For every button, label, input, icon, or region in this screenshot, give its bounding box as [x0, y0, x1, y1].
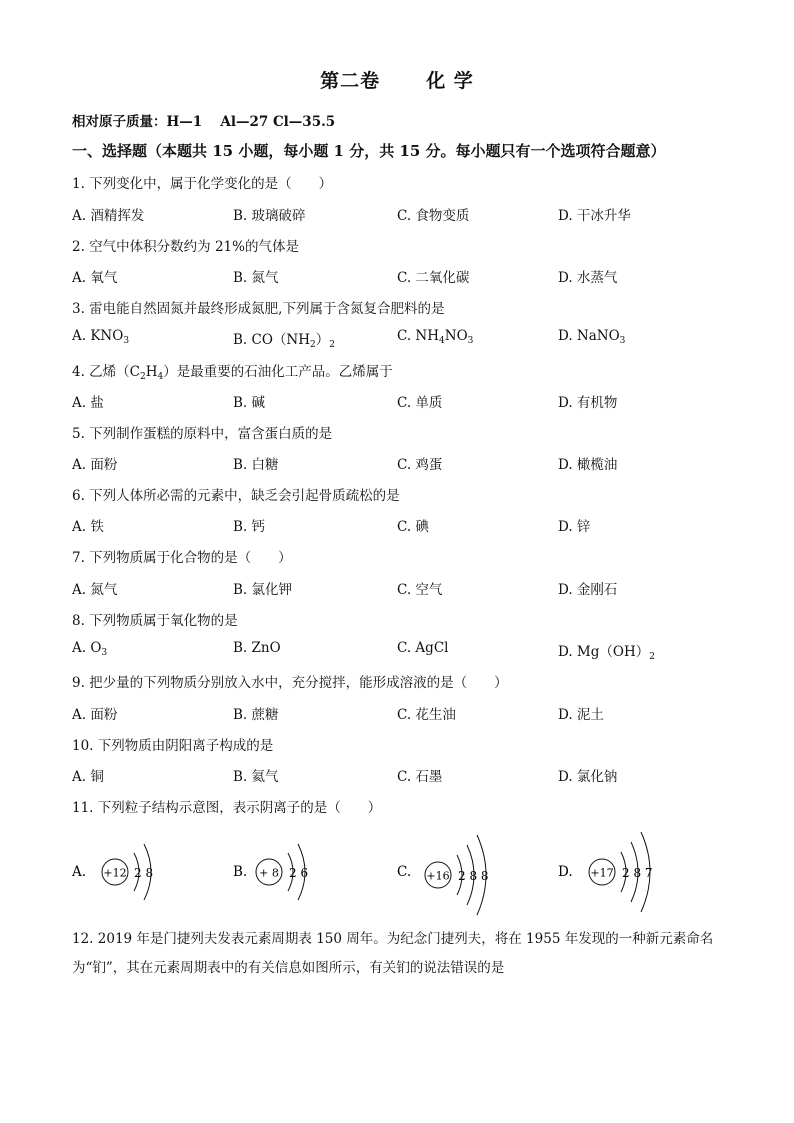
option-label: D. [558, 864, 573, 880]
option-b[interactable]: B. 碱 [233, 395, 266, 411]
electron-counts: 2 8 7 [622, 866, 653, 880]
question-stem: 7. 下列物质属于化合物的是（ ） [72, 550, 292, 566]
option-b[interactable]: B. ZnO [233, 640, 281, 656]
option-d[interactable]: D. 金刚石 [558, 582, 618, 598]
option-a[interactable]: A. $O_3$ [72, 640, 108, 658]
atom-option-a[interactable] [72, 822, 202, 922]
option-c[interactable]: C. 空气 [397, 582, 443, 598]
nucleus-charge: + 8 [259, 866, 279, 880]
electron-counts: 2 8 [134, 866, 154, 880]
option-d[interactable]: D. 泥土 [558, 707, 604, 723]
option-d[interactable]: D. 锌 [558, 519, 591, 535]
atom-option-d[interactable] [558, 822, 698, 922]
atom-option-b[interactable] [233, 822, 363, 922]
option-c[interactable]: C. AgCl [397, 640, 449, 656]
question-stem: 11. 下列粒子结构示意图，表示阴离子的是（ ） [72, 800, 382, 816]
atom-option-c[interactable] [397, 822, 537, 922]
option-c[interactable]: C. 石墨 [397, 769, 443, 785]
option-c[interactable]: C. 食物变质 [397, 208, 470, 224]
option-a[interactable]: A. 盐 [72, 395, 104, 411]
option-label: A. [72, 864, 87, 880]
atomic-mass-line: 相对原子质量：H—1 Al—27 Cl—35.5 [72, 114, 336, 130]
question-stem: 4. 乙烯$(C_2H_4)$是最重要的石油化工产品。乙烯属于 [72, 364, 393, 382]
electron-counts: 2 8 8 [458, 869, 489, 883]
option-d[interactable]: D. 水蒸气 [558, 270, 618, 286]
option-a[interactable]: A. 面粉 [72, 707, 118, 723]
option-a[interactable]: A. 面粉 [72, 457, 118, 473]
option-d[interactable]: D. NaNO$_3$ [558, 328, 626, 346]
nucleus-charge: +16 [426, 869, 450, 883]
question-stem: 8. 下列物质属于氧化物的是 [72, 613, 238, 629]
question-stem: 1. 下列变化中，属于化学变化的是（ ） [72, 176, 333, 192]
question-stem: 2. 空气中体积分数约为 21%的气体是 [72, 239, 299, 255]
option-b[interactable]: B. $CO(NH_2)_2$ [233, 332, 335, 350]
page-title: 第二卷 化 学 [320, 70, 474, 92]
question-12-stem: 12. 2019 年是门捷列夫发表元素周期表 150 周年。为纪念门捷列夫，将在 1955 年发现的一种新元素命名为“钔”，其在元素周期表中的有关信息如图所示，有关钔的说法错误的是 [72, 931, 714, 976]
option-c[interactable]: C. 鸡蛋 [397, 457, 443, 473]
option-c[interactable]: C. 二氧化碳 [397, 270, 470, 286]
nucleus-charge: +12 [103, 866, 127, 880]
option-d[interactable]: D. $Mg(OH)_2$ [558, 644, 655, 662]
question-stem: 6. 下列人体所必需的元素中，缺乏会引起骨质疏松的是 [72, 488, 400, 504]
nucleus-charge: +17 [590, 866, 614, 880]
question-stem: 9. 把少量的下列物质分别放入水中，充分搅拌，能形成溶液的是（ ） [72, 675, 508, 691]
option-label: B. [233, 864, 248, 880]
option-d[interactable]: D. 橄榄油 [558, 457, 618, 473]
option-a[interactable]: A. 铁 [72, 519, 104, 535]
option-a[interactable]: A. 酒精挥发 [72, 208, 145, 224]
option-b[interactable]: B. 氯化钾 [233, 582, 293, 598]
option-b[interactable]: B. 氮气 [233, 270, 279, 286]
electron-counts: 2 6 [289, 866, 309, 880]
question-stem: 5. 下列制作蛋糕的原料中，富含蛋白质的是 [72, 426, 333, 442]
option-b[interactable]: B. 氦气 [233, 769, 279, 785]
option-c[interactable]: C. 花生油 [397, 707, 456, 723]
option-c[interactable]: C. $NH_4NO_3$ [397, 328, 474, 346]
option-a[interactable]: A. 氮气 [72, 582, 118, 598]
question-stem: 3. 雷电能自然固氮并最终形成氮肥,下列属于含氮复合肥料的是 [72, 301, 445, 317]
option-c[interactable]: C. 碘 [397, 519, 429, 535]
option-c[interactable]: C. 单质 [397, 395, 443, 411]
option-label: C. [397, 864, 412, 880]
option-b[interactable]: B. 蔗糖 [233, 707, 279, 723]
option-a[interactable]: A. 铜 [72, 769, 104, 785]
option-d[interactable]: D. 有机物 [558, 395, 618, 411]
section-heading: 一、选择题（本题共 15 小题，每小题 1 分，共 15 分。每小题只有一个选项符合题意） [72, 142, 666, 160]
option-b[interactable]: B. 白糖 [233, 457, 279, 473]
option-a[interactable]: A. $KNO_3$ [72, 328, 130, 346]
option-b[interactable]: B. 玻璃破碎 [233, 208, 306, 224]
option-b[interactable]: B. 钙 [233, 519, 266, 535]
option-d[interactable]: D. 氯化钠 [558, 769, 618, 785]
option-d[interactable]: D. 干冰升华 [558, 208, 631, 224]
question-stem: 10. 下列物质由阴阳离子构成的是 [72, 738, 274, 754]
option-a[interactable]: A. 氧气 [72, 270, 118, 286]
